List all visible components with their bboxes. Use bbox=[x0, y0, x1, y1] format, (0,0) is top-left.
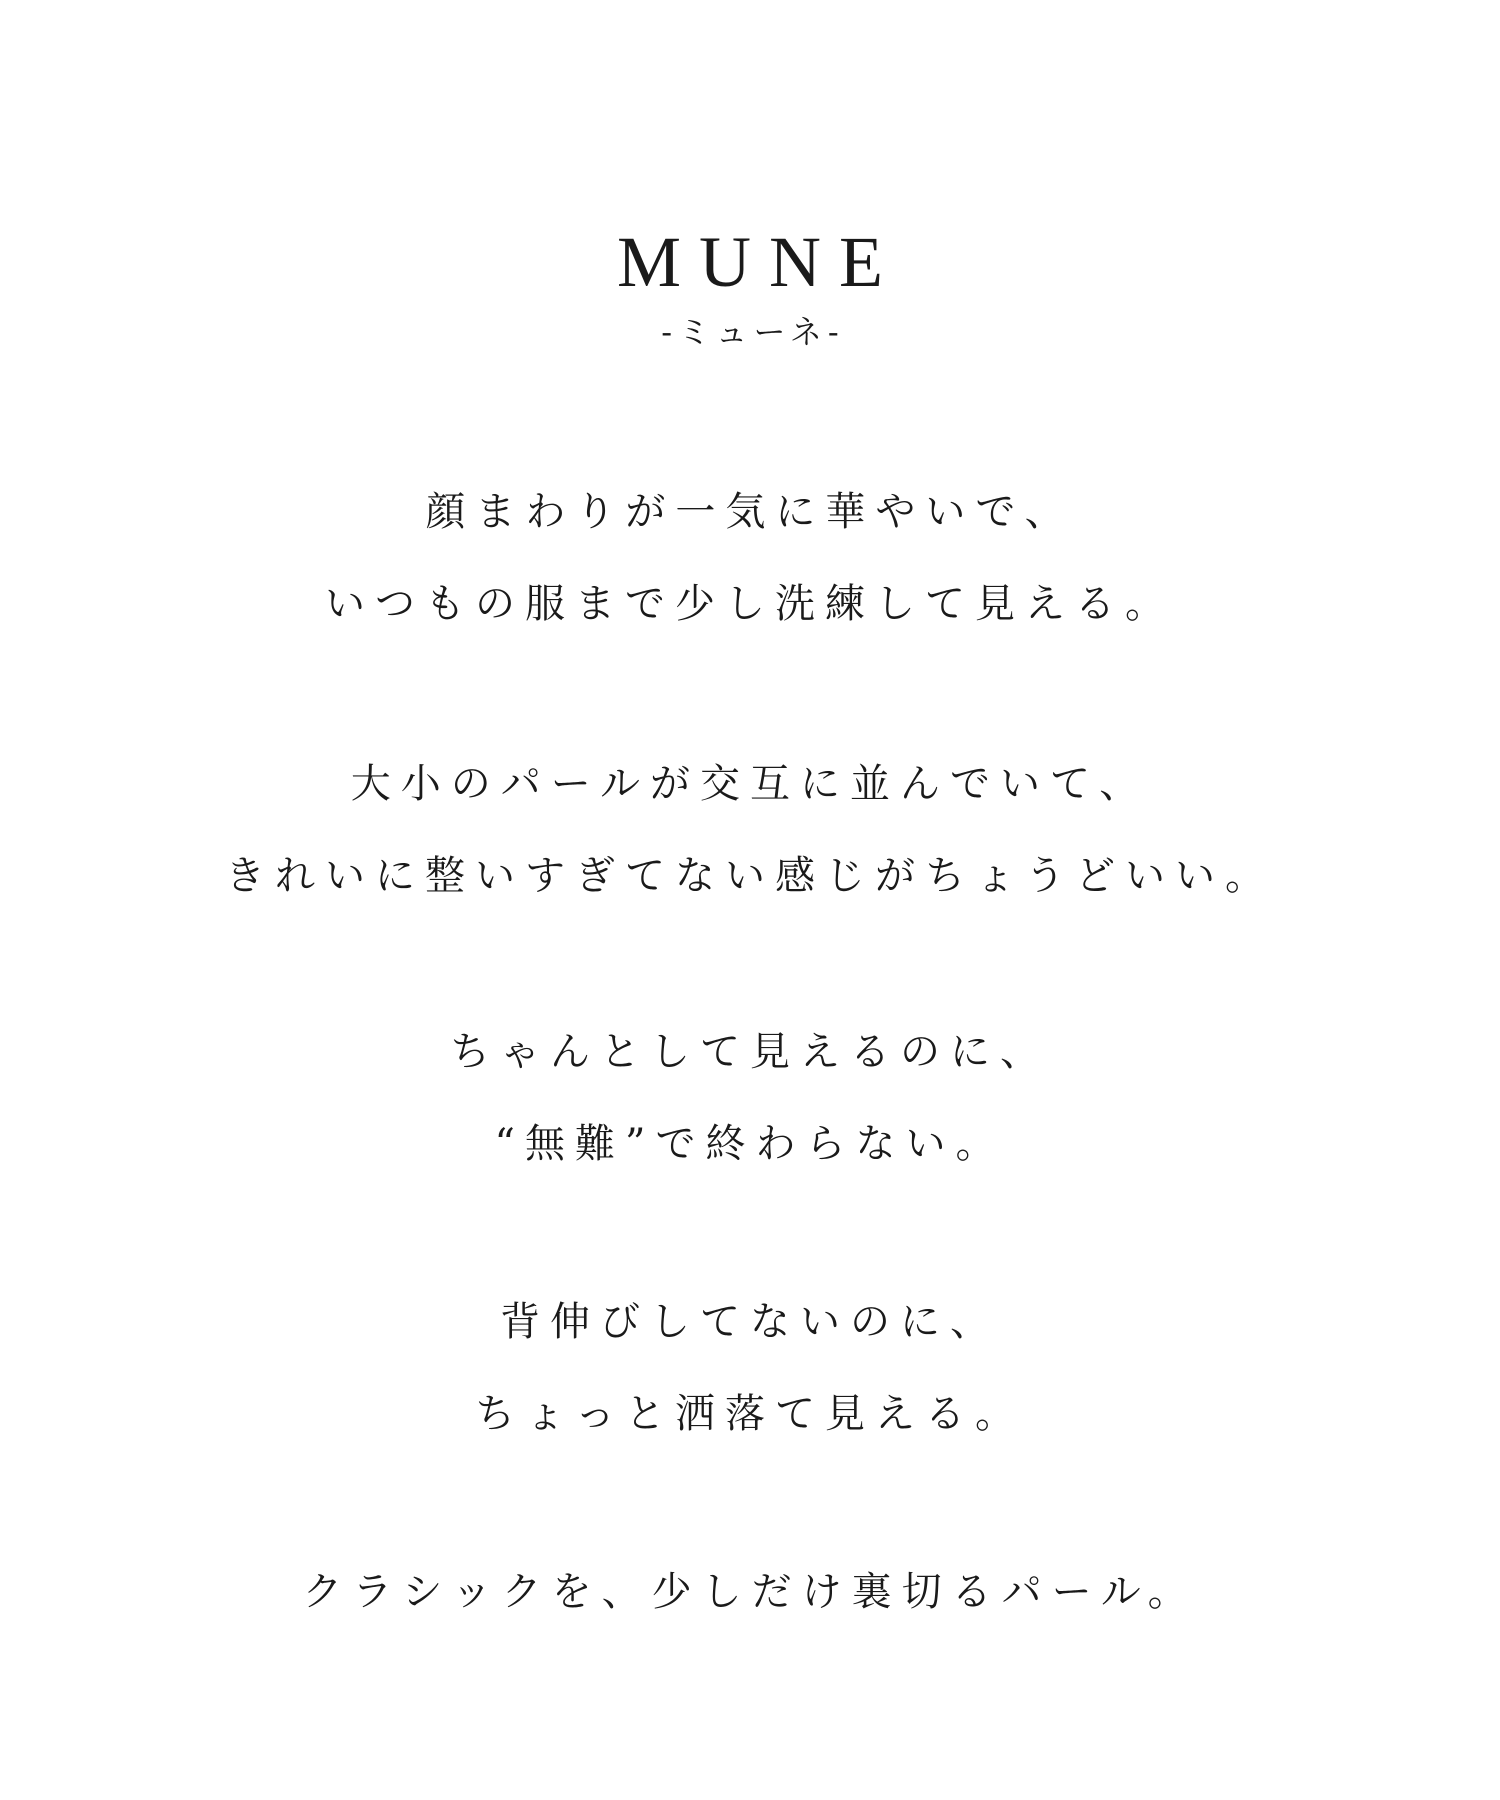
stanza-line: 背伸びしてないのに、 bbox=[500, 1299, 1000, 1345]
stanza bbox=[0, 1546, 1500, 1638]
stanza bbox=[0, 738, 1500, 922]
stanza-line: “無難”で終わらない。 bbox=[494, 1121, 1006, 1167]
stanza bbox=[0, 466, 1500, 650]
stanza-line: ちょっと洒落て見える。 bbox=[475, 1391, 1025, 1437]
stanza-line: 大小のパールが交互に並んでいて、 bbox=[350, 761, 1150, 807]
brand-subtitle: -ミューネ- bbox=[661, 313, 845, 351]
stanza bbox=[0, 1276, 1500, 1460]
stanza-line: きれいに整いすぎてない感じがちょうどいい。 bbox=[225, 853, 1275, 899]
stanza-line: クラシックを、少しだけ裏切るパール。 bbox=[302, 1569, 1198, 1615]
brand-title: MUNE bbox=[617, 222, 901, 302]
stanza-line: 顔まわりが一気に華やいで、 bbox=[425, 489, 1075, 535]
stanza bbox=[0, 1006, 1500, 1190]
stanza-line: いつもの服まで少し洗練して見える。 bbox=[325, 581, 1175, 627]
stanza-line: ちゃんとして見えるのに、 bbox=[450, 1029, 1050, 1075]
